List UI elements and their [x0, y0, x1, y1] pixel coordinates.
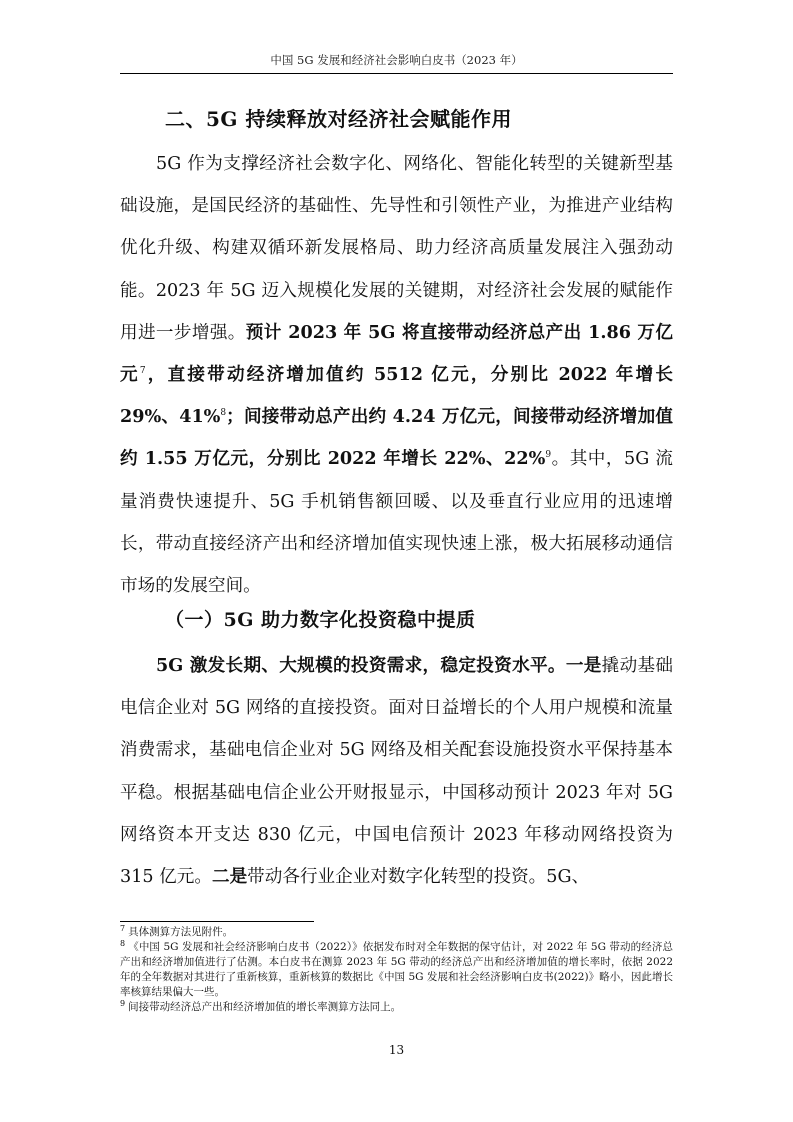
footnote-item [120, 925, 673, 940]
paragraph-text: 。其中，5G 流量消费快速提升、5G 手机销售额回暖、以及垂直行业应用的迅速增长，带动直接经济产出和经济增加值实现快速上涨，极大拓展移动通信市场的发展空间。 [120, 449, 673, 597]
footnote-ref: 7 [139, 366, 146, 377]
emphasis-text: ，直接带动经济增加值约 5512 亿元，分别比 2022 年增长 29%、41% [120, 364, 673, 428]
footnote-number: 7 [120, 923, 126, 933]
section-heading: 二、5G 持续释放对经济社会赋能作用 [165, 107, 512, 131]
subsection-paragraph [120, 645, 673, 898]
emphasis-text: 预计 2023 年 5G 将直接带动经济总产出 1.86 万亿元 [120, 321, 673, 386]
footnote-text: 间接带动经济总产出和经济增加值的增长率测算方法同上。 [128, 1001, 402, 1013]
emphasis-text: 5G 激发长期、大规模的投资需求，稳定投资水平。一是 [156, 655, 602, 676]
emphasis-text: ；间接带动总产出约 4.24 万亿元，间接带动经济增加值约 1.55 万亿元，分别比 2022 年增长 22%、22% [120, 406, 673, 470]
running-header: 中国 5G 发展和经济社会影响白皮书（2023 年） [270, 53, 523, 67]
paragraph-text: 带动各行业企业对数字化转型的投资。5G、 [247, 867, 590, 888]
footnote-text: 具体测算方法见附件。 [128, 926, 234, 938]
footnote-ref: 8 [220, 408, 227, 419]
footnote-item [120, 1000, 673, 1015]
header-divider [120, 73, 673, 74]
footnote-ref: 9 [545, 450, 552, 461]
page-number: 13 [388, 1043, 405, 1057]
footnote-text: 《中国 5G 发展和社会经济影响白皮书（2022）》依据发布时对全年数据的保守估计，对 2022 年 5G 带动的经济总产出和经济增加值进行了估测。本白皮书在测算 2023 年 5G 带动的经济总产出和经济增加值的增长率时，依据 2022 年的全年数据对其进行了重新核算，重新核算的数据比《中国 5G 发展和社会经济影响白皮书(2022)》略小，因此增长率核算结果偏大一些。 [120, 941, 673, 998]
section-paragraph [120, 143, 673, 607]
paragraph-text: 5G 作为支撑经济社会数字化、网络化、智能化转型的关键新型基础设施，是国民经济的基础性、先导性和引领性产业，为推进产业结构优化升级、构建双循环新发展格局、助力经济高质量发展注入强劲动能。2023 年 5G 迈入规模化发展的关键期，对经济社会发展的赋能作用进一步增强。 [120, 154, 673, 343]
footnote-item [120, 940, 673, 1000]
footnote-divider [120, 921, 314, 922]
footnotes [120, 925, 673, 1015]
paragraph-text: 撬动基础电信企业对 5G 网络的直接投资。面对日益增长的个人用户规模和流量消费需求，基础电信企业对 5G 网络及相关配套设施投资水平保持基本平稳。根据基础电信企业公开财报显示，中国移动预计 2023 年对 5G 网络资本开支达 830 亿元，中国电信预计 2023 年移动网络投资为 315 亿元。 [120, 656, 673, 888]
footnote-number: 8 [120, 938, 126, 948]
footnote-number: 9 [120, 998, 126, 1008]
subsection-heading: （一）5G 助力数字化投资稳中提质 [165, 609, 476, 631]
emphasis-text: 二是 [211, 866, 248, 888]
